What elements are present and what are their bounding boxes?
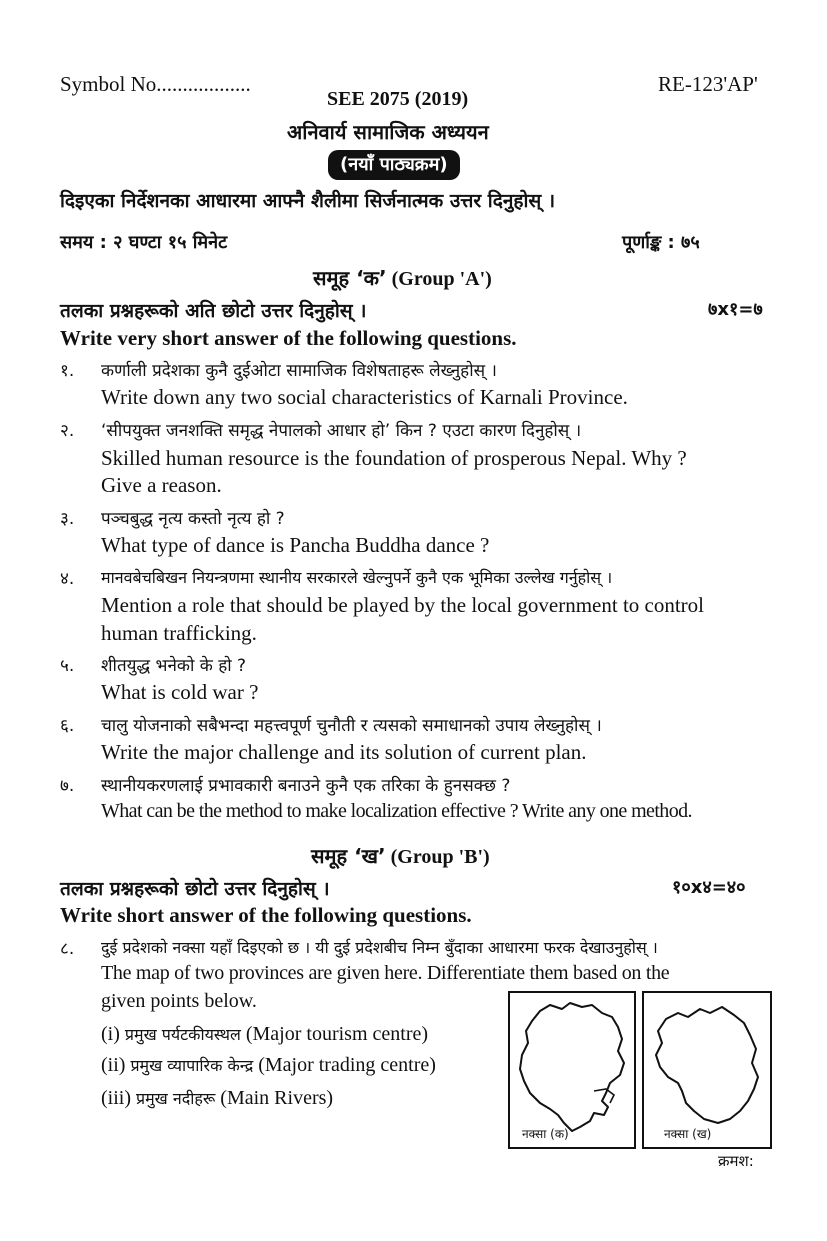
group-b-instruction-en: Write short answer of the following questions. — [60, 903, 472, 927]
question-text-nep: शीतयुद्ध भनेको के हो ? — [101, 656, 247, 676]
full-marks: पूर्णाङ्क : ७५ — [622, 232, 700, 253]
group-b-instruction-nep: तलका प्रश्नहरूको छोटो उत्तर दिनुहोस् । — [60, 878, 330, 900]
question-text-nep: मानवबेचबिखन नियन्त्रणमा स्थानीय सरकारले खेल्नुपर्ने कुनै एक भूमिका उल्लेख गर्नुहोस् । — [101, 568, 613, 587]
exam-title: SEE 2075 (2019) — [327, 88, 469, 110]
province-map-a — [510, 993, 634, 1147]
point-label: (iii) — [101, 1087, 131, 1109]
point-item — [101, 1087, 333, 1110]
question-text-en: Skilled human resource is the foundation of prosperous Nepal. Why ? — [101, 446, 687, 470]
curriculum-badge: (नयाँ पाठ्यक्रम) — [328, 150, 460, 180]
map-b-box — [642, 991, 772, 1149]
question-text-en-cont: Give a reason. — [101, 473, 222, 497]
general-instruction: दिइएका निर्देशनका आधारमा आफ्नै शैलीमा सिर्जनात्मक उत्तर दिनुहोस् । — [60, 190, 556, 212]
point-label: (ii) — [101, 1054, 126, 1076]
question-number: १. — [60, 361, 75, 381]
question-text-en: Mention a role that should be played by the local government to control — [101, 593, 705, 617]
symbol-number: Symbol No.................. — [60, 72, 251, 96]
group-a-instruction-nep: तलका प्रश्नहरूको अति छोटो उत्तर दिनुहोस् । — [60, 300, 367, 322]
exam-time: समय : २ घण्टा १५ मिनेट — [60, 232, 228, 253]
group-a-heading-nep: समूह ‘क’ — [313, 266, 387, 290]
question-number: ४. — [60, 569, 75, 589]
group-b-heading — [311, 842, 490, 869]
question-text-nep: कर्णाली प्रदेशका कुनै दुईओटा सामाजिक विशेषताहरू लेख्नुहोस् । — [101, 361, 497, 381]
question-text-en: What type of dance is Pancha Buddha dance ? — [101, 533, 490, 557]
question-text-en: What is cold war ? — [101, 680, 259, 704]
point-nep: प्रमुख नदीहरू — [136, 1089, 216, 1108]
question-number: ७. — [60, 776, 75, 796]
group-b-marks: १०x४=४० — [672, 877, 746, 898]
map-a-box — [508, 991, 636, 1149]
point-item — [101, 1054, 436, 1077]
group-a-heading — [313, 264, 492, 291]
paper-code: RE-123'AP' — [658, 72, 758, 96]
map-a-caption: नक्सा (क) — [522, 1127, 569, 1141]
question-number: २. — [60, 421, 75, 441]
question-text-nep: चालु योजनाको सबैभन्दा महत्त्वपूर्ण चुनौती र त्यसको समाधानको उपाय लेख्नुहोस् । — [101, 716, 602, 736]
question-text-nep: दुई प्रदेशको नक्सा यहाँ दिइएको छ । यी दुई प्रदेशबीच निम्न बुँदाका आधारमा फरक देखाउनुहोस् । — [101, 938, 658, 957]
point-nep: प्रमुख पर्यटकीयस्थल — [124, 1025, 241, 1044]
group-b-heading-en: (Group 'B') — [390, 846, 490, 868]
point-nep: प्रमुख व्यापारिक केन्द्र — [130, 1056, 254, 1075]
group-a-instruction-en: Write very short answer of the following questions. — [60, 326, 517, 350]
question-number: ३. — [60, 509, 75, 529]
province-map-b — [644, 993, 770, 1147]
question-text-en: The map of two provinces are given here. Differentiate them based on the — [101, 962, 670, 984]
question-number: ५. — [60, 656, 75, 676]
point-label: (i) — [101, 1023, 120, 1045]
question-text-nep: स्थानीयकरणलाई प्रभावकारी बनाउने कुनै एक तरिका के हुनसक्छ ? — [101, 776, 511, 796]
question-number: ६. — [60, 716, 75, 736]
point-en: (Major trading centre) — [258, 1054, 436, 1076]
question-text-en: What can be the method to make localization effective ? Write any one method. — [101, 800, 692, 822]
question-text-en-cont: given points below. — [101, 990, 257, 1012]
question-text-en-cont: human trafficking. — [101, 621, 257, 645]
subject-title: अनिवार्य सामाजिक अध्ययन — [287, 120, 489, 144]
point-item — [101, 1023, 428, 1046]
question-text-en: Write the major challenge and its solution of current plan. — [101, 740, 587, 764]
question-number: ८. — [60, 939, 75, 959]
point-en: (Main Rivers) — [220, 1087, 334, 1109]
map-b-caption: नक्सा (ख) — [664, 1127, 712, 1141]
group-a-marks: ७x१=७ — [708, 299, 763, 320]
question-text-nep: पञ्चबुद्ध नृत्य कस्तो नृत्य हो ? — [101, 509, 285, 529]
question-text-en: Write down any two social characteristics of Karnali Province. — [101, 385, 628, 409]
group-a-heading-en: (Group 'A') — [391, 268, 492, 290]
group-b-heading-nep: समूह ‘ख’ — [311, 844, 386, 868]
continued-note: क्रमश: — [718, 1152, 754, 1170]
question-text-nep: ‘सीपयुक्त जनशक्ति समृद्ध नेपालको आधार हो’ किन ? एउटा कारण दिनुहोस् । — [101, 421, 582, 441]
point-en: (Major tourism centre) — [245, 1023, 429, 1045]
